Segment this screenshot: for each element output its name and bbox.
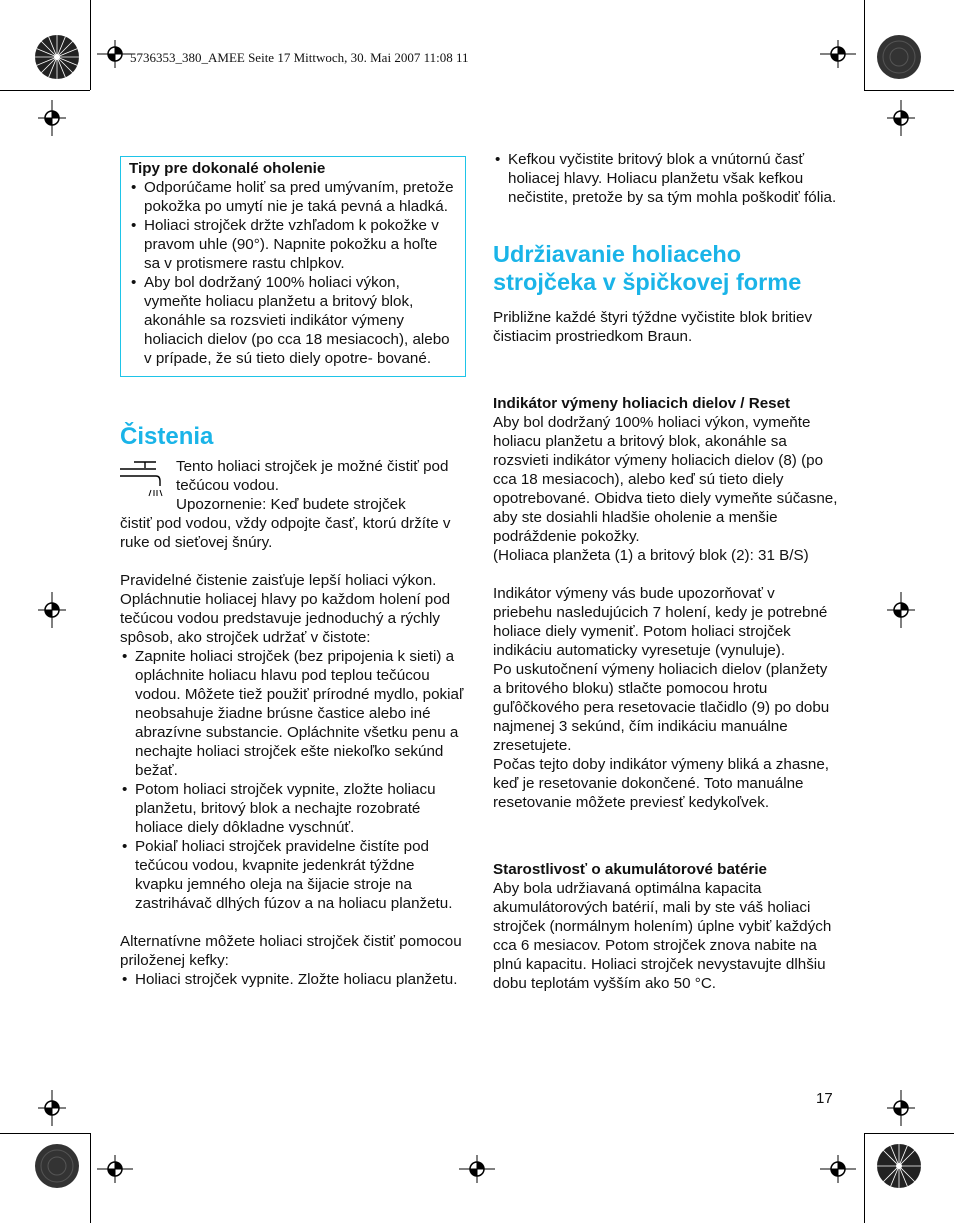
tips-title: Tipy pre dokonalé oholenie	[129, 160, 326, 177]
cleaning-para: Pravidelné čistenie zaisťuje lepší holiaci výkon. Opláchnutie holiacej hlavy po každom holení pod tečúcou vodou predstavuje jednoduchý a rýchly spôsob, ako strojček udržať v čistote:	[120, 572, 451, 646]
registration-disc-icon	[875, 33, 923, 81]
crosshair-icon	[97, 1155, 133, 1183]
list-item: • Kefkou vyčistite britový blok a vnútornú časť holiacej hlavy. Holiacu planžetu však kefkou nečistite, pretože by sa tým mohla poškodiť fólia.	[493, 150, 838, 207]
indicator-parts: (Holiaca planžeta (1) a britový blok (2): 31 B/S)	[493, 547, 809, 564]
crosshair-icon	[38, 592, 66, 628]
indicator-reset: Po uskutočnení výmeny holiacich dielov (planžety a britového bloku) stlačte pomocou hrotu guľôčkového pera resetovacie tlačidlo (9) po dobu najmenej 3 sekúnd, čím indikáciu manuálne zresetujete.	[493, 661, 830, 754]
tips-box	[120, 156, 466, 377]
crosshair-icon	[38, 100, 66, 136]
cleaning-heading: Čistenia	[120, 423, 214, 450]
list-item: • Zapnite holiaci strojček (bez pripojenia k sieti) a opláchnite holiacu hlavu pod teplou tečúcou vodou. Môžete tiež použiť prírodné mydlo, pokiaľ neobsahuje žiadne brúsne častice alebo iné abrazívne substancie. Opláchnite všetku penu a nechajte holiaci strojček ešte niekoľko sekúnd bežať.	[120, 647, 466, 780]
crosshair-icon	[887, 100, 915, 136]
page-number: 17	[816, 1090, 833, 1107]
indicator-warning: Indikátor výmeny vás bude upozorňovať v priebehu nasledujúcich 7 holení, kedy je potrebné holiace diely vymeniť. Potom holiaci strojček indikáciu automaticky vyresetuje (vynuluje).	[493, 585, 828, 659]
registration-wheel-icon	[875, 1142, 923, 1190]
crosshair-icon	[97, 40, 133, 68]
list-item: • Potom holiaci strojček vypnite, zložte holiacu planžetu, britový blok a nechajte rozobraté holiace diely dôkladne vyschnúť.	[120, 780, 466, 837]
cleaning-intro	[120, 457, 466, 552]
registration-disc-icon	[33, 1142, 81, 1190]
maintenance-para: Približne každé štyri týždne vyčistite blok britiev čistiacim prostriedkom Braun.	[493, 309, 813, 345]
cleaning-intro-text: Tento holiaci strojček je možné čistiť pod tečúcou vodou.	[176, 458, 449, 494]
battery-heading: Starostlivosť o akumulátorové batérie	[493, 861, 767, 878]
maintenance-heading: Udržiavanie holiaceho strojčeka v špičkovej forme	[493, 241, 802, 295]
battery-para: Aby bola udržiavaná optimálna kapacita akumulátorových batérií, mali by ste váš holiaci strojček (normálnym holením) úplne vybiť každých cca 6 mesiacov. Potom strojček znova nabite na plnú kapacitu. Holiaci strojček nevystavujte dlhšiu dobu teplotám vyšším ako 50 °C.	[493, 880, 832, 992]
indicator-blink: Počas tejto doby indikátor výmeny bliká a zhasne, keď je resetovanie dokončené. Toto manuálne resetovanie môžete previesť kedykoľvek.	[493, 756, 829, 811]
cleaning-alt-list	[120, 970, 466, 989]
list-item: • Holiaci strojček držte vzhľadom k pokožke v pravom uhle (90°). Napnite pokožku a hoľte sa v protismere rastu chlpkov.	[129, 216, 457, 273]
tips-list	[129, 178, 457, 368]
crosshair-icon	[459, 1155, 495, 1183]
indicator-heading: Indikátor výmeny holiacich dielov / Reset	[493, 395, 791, 412]
cleaning-alt-para: Alternatívne môžete holiaci strojček čistiť pomocou priloženej kefky:	[120, 933, 462, 969]
crosshair-icon	[820, 1155, 856, 1183]
right-column	[493, 150, 838, 993]
indicator-para: Aby bol dodržaný 100% holiaci výkon, vymeňte holiacu planžetu a britový blok, akonáhle sa rozsvieti indikátor výmeny holiacich dielov (8) (po cca 18 mesiacoch), alebo keď sú tieto diely opotrebované. Obidva tieto diely vymeňte súčasne, aby ste dosiahli hladšie oholenie a menšie podráždenie pokožky.	[493, 414, 838, 545]
list-item: • Odporúčame holiť sa pred umývaním, pretože pokožka po umytí nie je taká pevná a hladká.	[129, 178, 457, 216]
crosshair-icon	[887, 1090, 915, 1126]
crosshair-icon	[38, 1090, 66, 1126]
left-column	[120, 160, 466, 989]
cleaning-warning-cont: čistiť pod vodou, vždy odpojte časť, ktorú držíte v ruke od sieťovej šnúry.	[120, 515, 451, 551]
water-tap-icon	[120, 459, 166, 499]
list-item: • Aby bol dodržaný 100% holiaci výkon, vymeňte holiacu planžetu a britový blok, akonáhle sa rozsvieti indikátor výmeny holiacich dielov (po cca 18 mesiacoch), alebo v prípade, že sú tieto diely opotre- bované.	[129, 273, 457, 368]
registration-wheel-icon	[33, 33, 81, 81]
brush-list	[493, 150, 838, 207]
crosshair-icon	[887, 592, 915, 628]
list-item: • Pokiaľ holiaci strojček pravidelne čistíte pod tečúcou vodou, kvapnite jedenkrát týždne kvapku jemného oleja na šijacie stroje na zastrihávač dlhých fúzov a na holiacu planžetu.	[120, 837, 466, 913]
print-header: 5736353_380_AMEE Seite 17 Mittwoch, 30. Mai 2007 11:08 11	[130, 50, 469, 65]
cleaning-list	[120, 647, 466, 913]
cleaning-warning-text: Upozornenie: Keď budete strojček	[176, 496, 406, 513]
crosshair-icon	[820, 40, 856, 68]
list-item: • Holiaci strojček vypnite. Zložte holiacu planžetu.	[120, 970, 466, 989]
